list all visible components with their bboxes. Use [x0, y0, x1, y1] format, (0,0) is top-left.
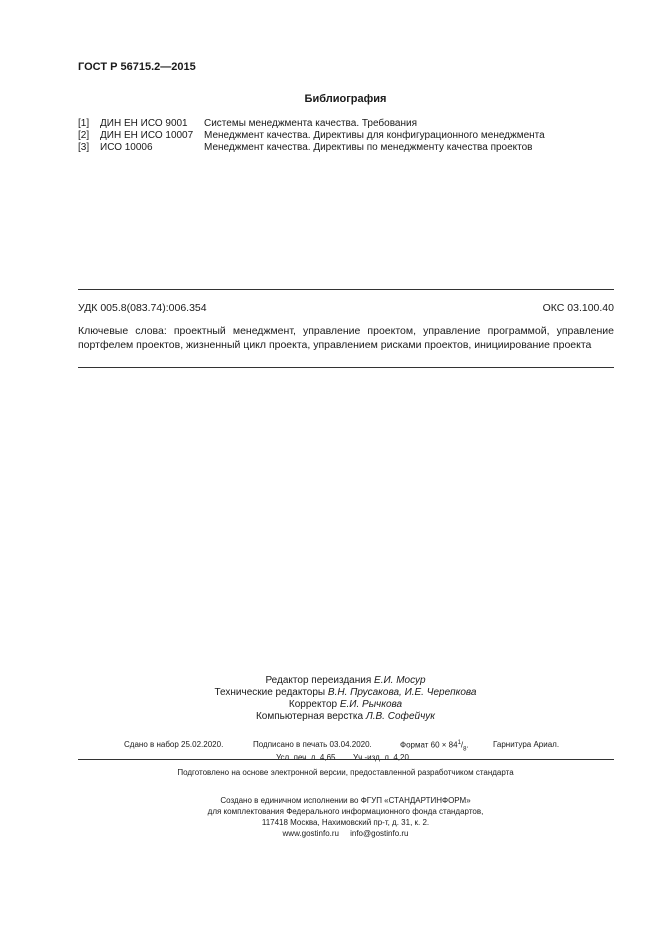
credit-layout	[0, 711, 661, 722]
imprint-line-3: 117418 Москва, Нахимовский пр-т, д. 31, к. 2.	[261, 818, 430, 827]
credit-layout-name: Л.В. Софейчук	[365, 711, 436, 722]
print-sheets: Усл. печ. л. 4,65.	[276, 753, 338, 762]
credit-corrector-label: Корректор	[288, 699, 338, 710]
bibliography-title: Библиография	[304, 93, 387, 105]
print-format-prefix: Формат 60 × 84	[400, 740, 458, 750]
imprint-website-link[interactable]: www.gostinfo.ru	[282, 829, 339, 838]
credit-corrector	[0, 699, 661, 710]
print-signed: Подписано в печать 03.04.2020.	[253, 740, 372, 749]
bibliography-item-number: [3]	[78, 142, 90, 153]
imprint-email-link[interactable]: info@gostinfo.ru	[350, 829, 409, 838]
bibliography-item-standard: ДИН ЕН ИСО 9001	[100, 118, 188, 129]
bibliography-item-number: [2]	[78, 130, 90, 141]
bibliography-item-standard: ДИН ЕН ИСО 10007	[100, 130, 194, 141]
bibliography-item-standard: ИСО 10006	[100, 142, 153, 153]
print-format: Формат $60 \times 84^1/_8$.	[400, 740, 469, 753]
credit-technical-editors	[0, 687, 661, 698]
document-id: ГОСТ Р 56715.2—2015	[78, 61, 196, 73]
print-format-numerator: 1	[457, 740, 461, 746]
divider-top	[78, 289, 614, 290]
credit-technical-editors-label: Технические редакторы	[214, 687, 326, 698]
bibliography-item-description: Менеджмент качества. Директивы по менеджменту качества проектов	[204, 142, 533, 153]
credit-layout-label: Компьютерная верстка	[255, 711, 364, 722]
bibliography-item-number: [1]	[78, 118, 90, 129]
imprint-line-1: Создано в единичном исполнении во ФГУП «СТАНДАРТИНФОРМ»	[220, 796, 471, 805]
imprint-contacts	[0, 829, 661, 838]
oks-code: ОКС 03.100.40	[542, 302, 614, 314]
credit-editor	[0, 675, 661, 686]
print-typeface: Гарнитура Ариал.	[493, 740, 560, 749]
divider-bottom	[78, 759, 614, 760]
prepared-note: Подготовлено на основе электронной версии, предоставленной разработчиком стандарта	[177, 768, 514, 777]
credit-corrector-name: Е.И. Рычкова	[339, 699, 403, 710]
imprint-line-2: для комплектования Федерального информационного фонда стандартов,	[207, 807, 484, 816]
udk-code: УДК 005.8(083.74):006.354	[78, 302, 207, 314]
keywords: Ключевые слова: проектный менеджмент, управление проектом, управление программой, управление портфелем проектов, жизненный цикл проекта, управлением рисками проектов, инициирование проекта	[78, 325, 614, 351]
credit-editor-name: Е.И. Мосур	[374, 675, 426, 686]
publishing-sheets: Уч.-изд. л. 4,20.	[353, 753, 412, 762]
bibliography-item-description: Системы менеджмента качества. Требования	[204, 118, 418, 129]
print-format-denominator: 8	[463, 746, 467, 753]
bibliography-item-description: Менеджмент качества. Директивы для конфигурационного менеджмента	[204, 130, 545, 141]
divider-middle	[78, 367, 614, 368]
credit-technical-editors-names: В.Н. Прусакова, И.Е. Черепкова	[327, 687, 477, 698]
print-format-suffix: .	[466, 740, 469, 750]
print-submitted: Сдано в набор 25.02.2020.	[124, 740, 224, 749]
credit-editor-label: Редактор переиздания	[265, 675, 372, 686]
